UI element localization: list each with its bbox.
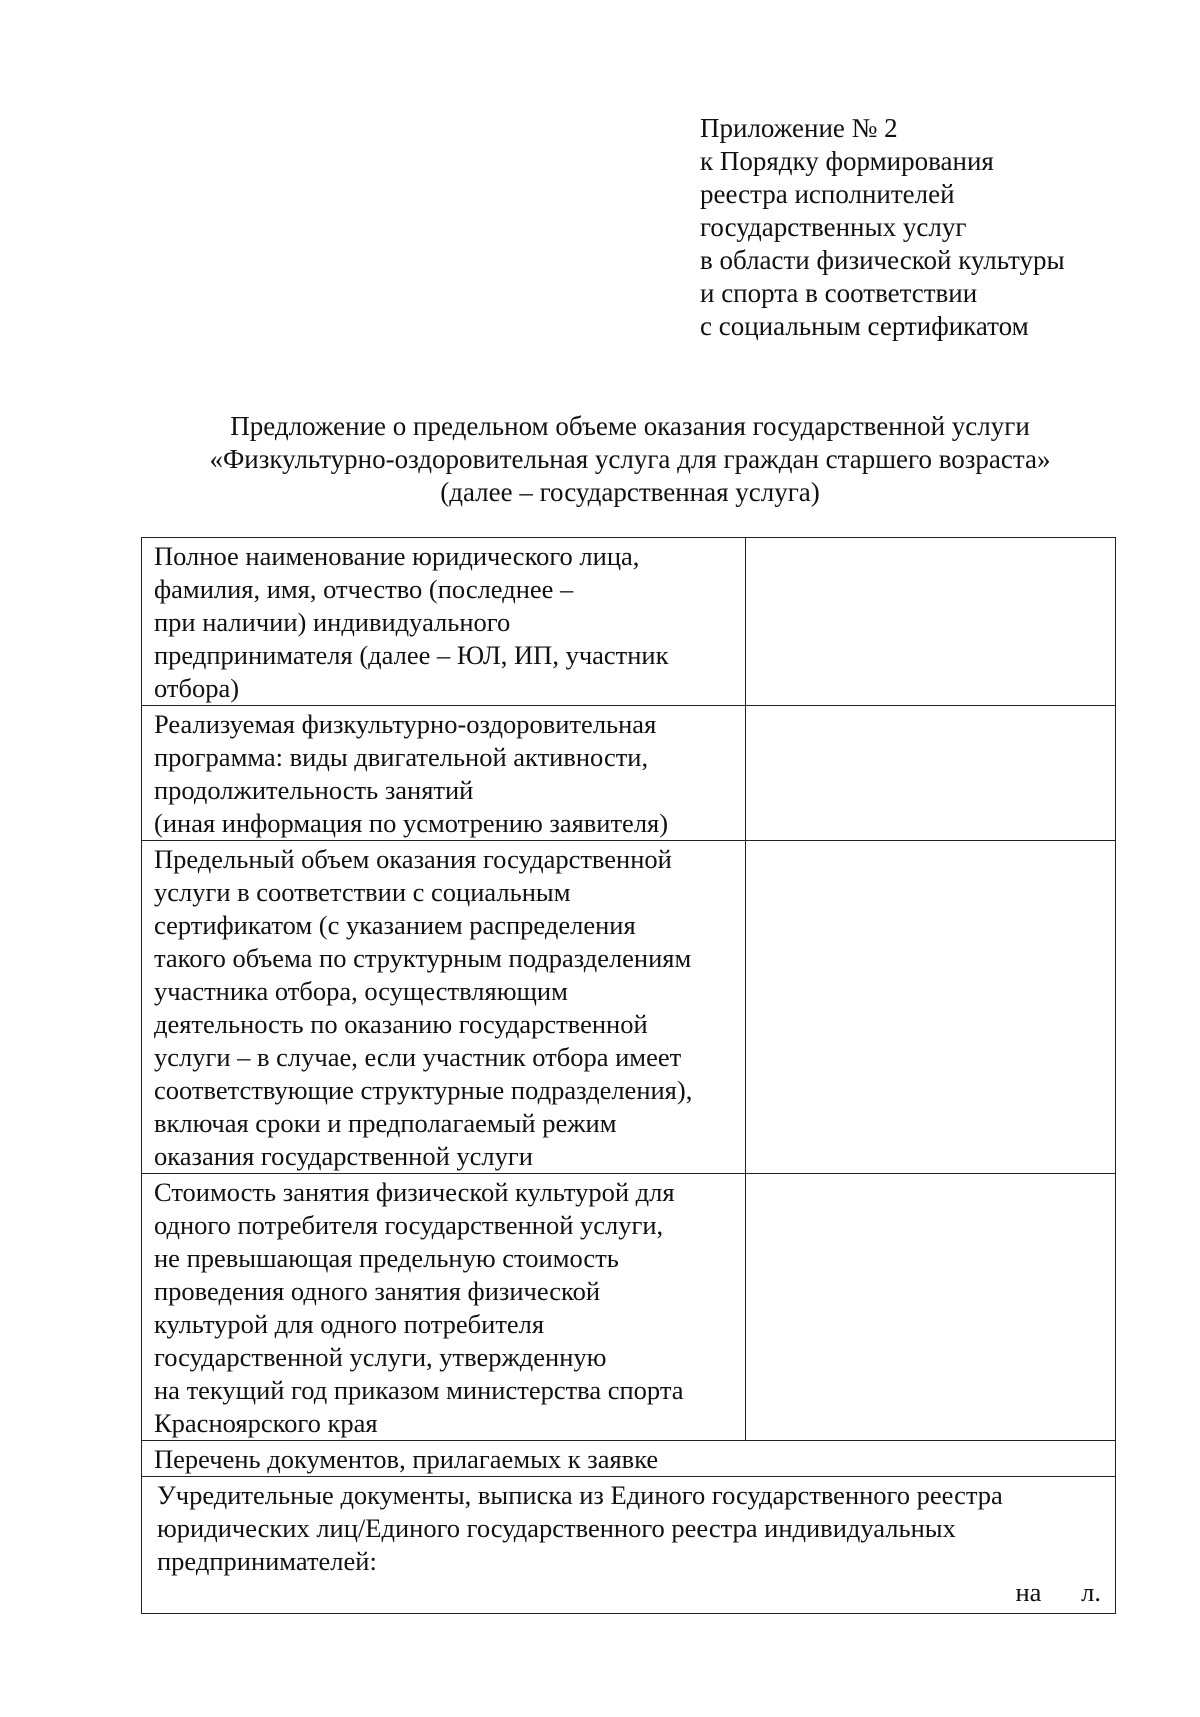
appendix-line: реестра исполнителей — [700, 179, 955, 209]
row-label-lesson-cost — [142, 1174, 746, 1441]
sheet-count-prefix: на — [1015, 1577, 1042, 1607]
label-line: проведения одного занятия физической — [154, 1276, 601, 1306]
label-line: услуги – в случае, если участник отбора имеет — [154, 1042, 682, 1072]
appendix-line: в области физической культуры — [700, 245, 1065, 275]
label-line: Стоимость занятия физической культурой для — [154, 1177, 675, 1207]
row-label-volume-limit — [142, 841, 746, 1174]
sheet-count — [1015, 1576, 1101, 1609]
label-line: при наличии) индивидуального — [154, 607, 511, 637]
row-label-legal-entity-name — [142, 538, 746, 706]
sheet-count-suffix: л. — [1081, 1577, 1101, 1607]
label-line: соответствующие структурные подразделения), — [154, 1075, 693, 1105]
table-row — [142, 538, 1116, 706]
label-line: программа: виды двигательной активности, — [154, 742, 649, 772]
label-line: не превышающая предельную стоимость — [154, 1243, 619, 1273]
value-cell-lesson-cost[interactable] — [745, 1174, 1115, 1441]
appendix-header — [700, 112, 1065, 343]
label-line: Реализуемая физкультурно-оздоровительная — [154, 709, 657, 739]
appendix-line: государственных услуг — [700, 212, 967, 242]
doc-line: юридических лиц/Единого государственного реестра индивидуальных — [157, 1513, 956, 1543]
value-cell-program[interactable] — [745, 706, 1115, 841]
title-line: Предложение о предельном объеме оказания государственной услуги — [230, 411, 1030, 441]
value-cell-legal-entity-name[interactable] — [745, 538, 1115, 706]
label-line: включая сроки и предполагаемый режим — [154, 1108, 617, 1138]
row-label-program — [142, 706, 746, 841]
table-row — [142, 1441, 1116, 1477]
label-line: деятельность по оказанию государственной — [154, 1009, 648, 1039]
label-line: на текущий год приказом министерства спорта — [154, 1375, 684, 1405]
title-line: «Физкультурно-оздоровительная услуга для граждан старшего возраста» — [209, 444, 1051, 474]
label-line: Полное наименование юридического лица, — [154, 541, 640, 571]
label-line: участника отбора, осуществляющим — [154, 976, 568, 1006]
label-line: отбора) — [154, 673, 240, 703]
appendix-line: с социальным сертификатом — [700, 311, 1029, 341]
label-line: оказания государственной услуги — [154, 1141, 533, 1171]
label-line: (иная информация по усмотрению заявителя) — [154, 808, 669, 838]
appendix-line: к Порядку формирования — [700, 146, 994, 176]
table-row — [142, 1477, 1116, 1614]
doc-line: Учредительные документы, выписка из Единого государственного реестра — [157, 1480, 1003, 1510]
label-line: сертификатом (с указанием распределения — [154, 910, 636, 940]
label-line: одного потребителя государственной услуги, — [154, 1210, 664, 1240]
appendix-line: и спорта в соответствии — [700, 278, 978, 308]
title-line: (далее – государственная услуга) — [440, 477, 820, 507]
label-line: услуги в соответствии с социальным — [154, 877, 571, 907]
label-line: предпринимателя (далее – ЮЛ, ИП, участник — [154, 640, 669, 670]
label-line: фамилия, имя, отчество (последнее – — [154, 574, 574, 604]
table-row — [142, 1174, 1116, 1441]
table-row — [142, 841, 1116, 1174]
table-row — [142, 706, 1116, 841]
label-line: государственной услуги, утвержденную — [154, 1342, 607, 1372]
doc-line: предпринимателей: — [157, 1546, 377, 1576]
proposal-form-table — [141, 537, 1116, 1614]
documents-item-founding[interactable] — [142, 1477, 1116, 1614]
value-cell-volume-limit[interactable] — [745, 841, 1115, 1174]
documents-list-header — [142, 1441, 1116, 1477]
label-line: Красноярского края — [154, 1408, 378, 1438]
documents-header-text: Перечень документов, прилагаемых к заявке — [154, 1444, 659, 1474]
label-line: продолжительность занятий — [154, 775, 474, 805]
document-title — [130, 410, 1130, 509]
label-line: культурой для одного потребителя — [154, 1309, 545, 1339]
label-line: Предельный объем оказания государственной — [154, 844, 672, 874]
appendix-line: Приложение № 2 — [700, 113, 898, 143]
label-line: такого объема по структурным подразделениям — [154, 943, 692, 973]
